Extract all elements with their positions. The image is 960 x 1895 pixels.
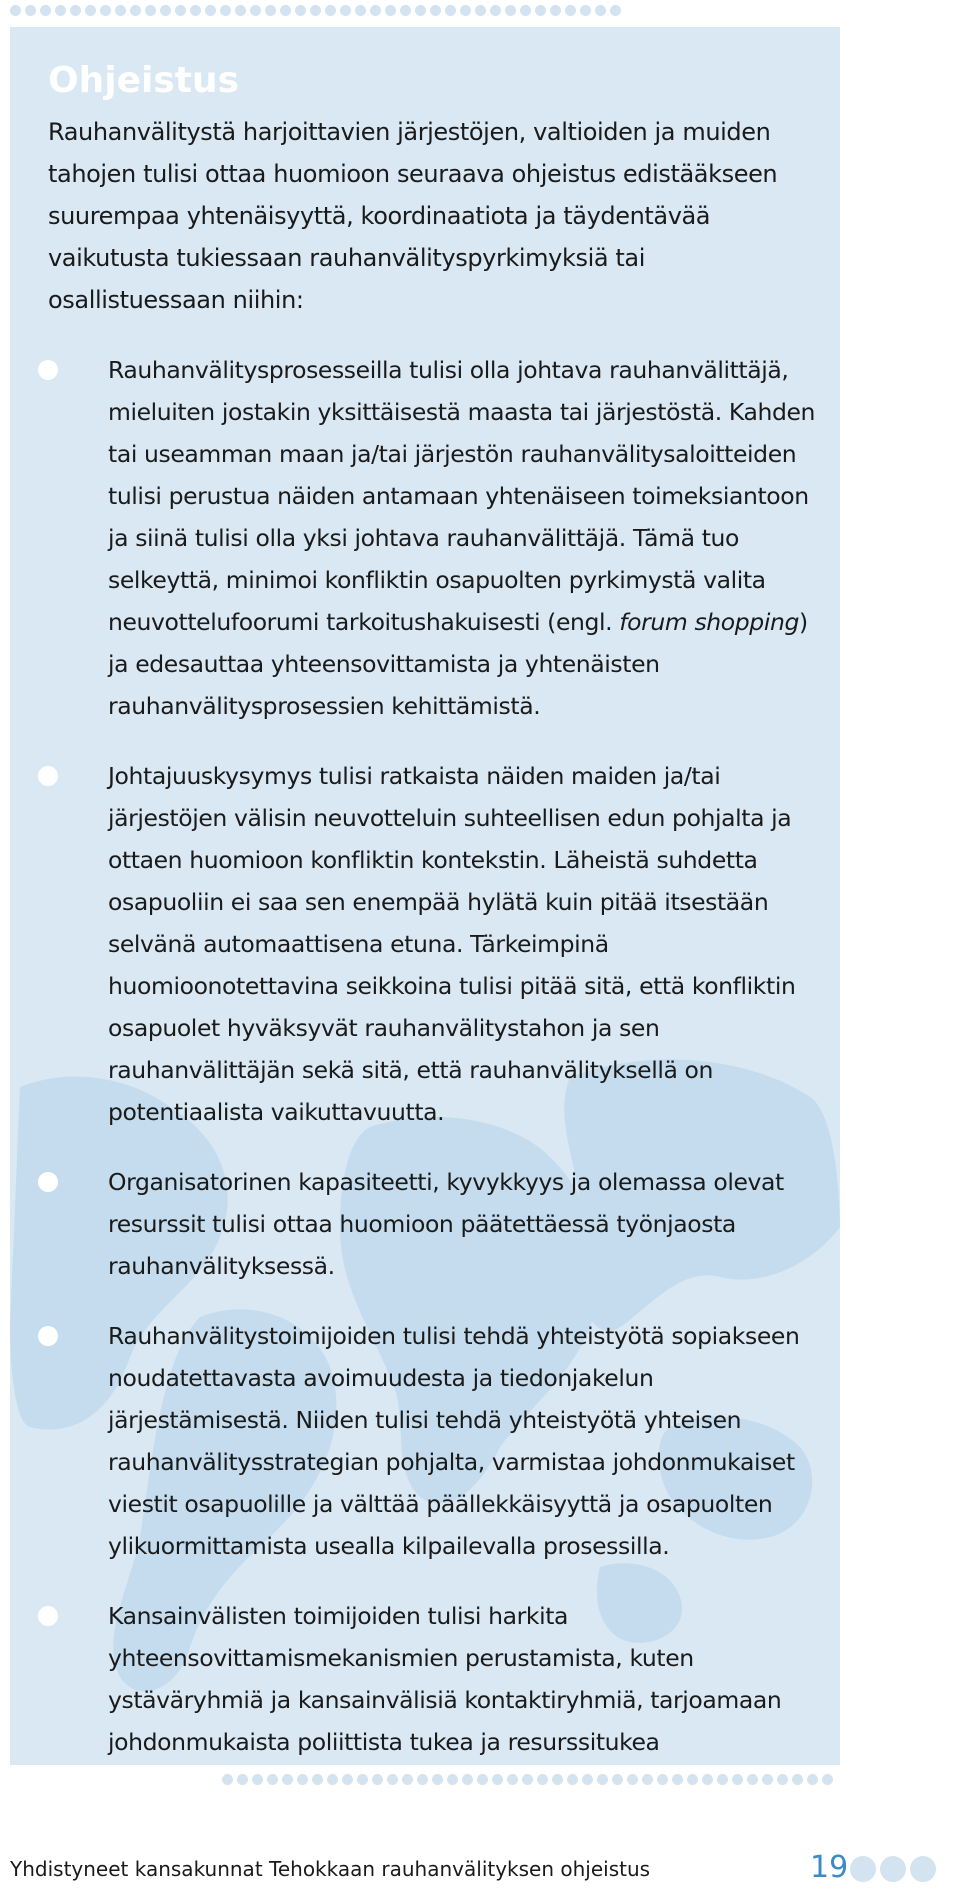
decorative-dot-icon [507, 1774, 518, 1785]
decorative-dot-icon [747, 1774, 758, 1785]
decorative-dot-icon [595, 5, 606, 16]
decorative-dot-icon [327, 1774, 338, 1785]
decorative-dot-icon [777, 1774, 788, 1785]
bullet-icon [38, 1606, 58, 1626]
decorative-dot-icon [85, 5, 96, 16]
decorative-dot-icon [552, 1774, 563, 1785]
list-item-text [108, 349, 828, 727]
decorative-dot-icon [642, 1774, 653, 1785]
decorative-dot-icon [282, 1774, 293, 1785]
decorative-dot-icon [235, 5, 246, 16]
list-item [38, 1315, 828, 1567]
decorative-dot-icon [372, 1774, 383, 1785]
decorative-dot-icon [687, 1774, 698, 1785]
decorative-dot-icon [297, 1774, 308, 1785]
footer-document-title: Yhdistyneet kansakunnat Tehokkaan rauhanvälityksen ohjeistus [10, 1857, 651, 1881]
decorative-dot-icon [432, 1774, 443, 1785]
panel-content [38, 57, 828, 1765]
list-item-text: Organisatorinen kapasiteetti, kyvykkyys ja olemassa olevat resurssit tulisi ottaa huomioon päätettäessä työnjaosta rauhanvälityksessä. [108, 1168, 784, 1280]
bullet-icon [38, 766, 58, 786]
decorative-dot-icon [490, 5, 501, 16]
guideline-panel [10, 27, 840, 1765]
decorative-dot-icon [40, 5, 51, 16]
decorative-dot-icon [732, 1774, 743, 1785]
page-number: 19 [810, 1850, 849, 1885]
decorative-dot-icon [627, 1774, 638, 1785]
decorative-dot-icon [657, 1774, 668, 1785]
decorative-dot-icon [55, 5, 66, 16]
decorative-dot-icon [430, 5, 441, 16]
decorative-dot-icon [520, 5, 531, 16]
list-item [38, 1161, 828, 1287]
decorative-dot-icon [70, 5, 81, 16]
decorative-dot-icon [582, 1774, 593, 1785]
decorative-dot-icon [597, 1774, 608, 1785]
decorative-dot-icon [612, 1774, 623, 1785]
decorative-dot-icon [460, 5, 471, 16]
decorative-dot-icon [807, 1774, 818, 1785]
decorative-dot-icon [702, 1774, 713, 1785]
decorative-dot-icon [910, 1856, 936, 1882]
decorative-dot-icon [357, 1774, 368, 1785]
decorative-dot-icon [342, 1774, 353, 1785]
decorative-dot-icon [130, 5, 141, 16]
decorative-dot-icon [717, 1774, 728, 1785]
decorative-dot-icon [400, 5, 411, 16]
decorative-dot-icon [567, 1774, 578, 1785]
decorative-dot-icon [237, 1774, 248, 1785]
list-item-italic-term: forum shopping [619, 608, 799, 636]
decorative-dot-icon [537, 1774, 548, 1785]
footer-dots-decoration [850, 1856, 936, 1882]
decorative-dot-icon [340, 5, 351, 16]
list-item [38, 1595, 828, 1765]
bullet-icon [38, 360, 58, 380]
list-item-text: Kansainvälisten toimijoiden tulisi harkita yhteensovittamismekanismien perustamista, kuten ystäväryhmiä ja kansainvälisiä kontaktiryhmiä, tarjoamaan johdonmukaista poliittista tukea ja resurssitukea [108, 1602, 782, 1756]
decorative-dot-icon [115, 5, 126, 16]
decorative-dot-icon [222, 1774, 233, 1785]
decorative-dot-icon [145, 5, 156, 16]
list-item-text: Johtajuuskysymys tulisi ratkaista näiden maiden ja/tai järjestöjen välisin neuvotteluin suhteellisen edun pohjalta ja ottaen huomioon konfliktin kontekstin. Läheistä suhdetta osapuoliin ei saa sen enempää hylätä kuin pitää itsestään selvänä automaattisena etuna. Tärkeimpinä huomioonotettavina seikkoina tulisi pitää sitä, että konfliktin osapuolet hyväksyvät rauhanvälitystahon ja sen rauhanvälittäjän sekä sitä, että rauhanvälityksellä on potentiaalista vaikuttavuutta. [108, 762, 796, 1126]
bullet-icon [38, 1326, 58, 1346]
decorative-dot-icon [370, 5, 381, 16]
top-dot-border [10, 5, 621, 16]
decorative-dot-icon [475, 5, 486, 16]
decorative-dot-icon [250, 5, 261, 16]
guideline-list [38, 349, 828, 1765]
decorative-dot-icon [565, 5, 576, 16]
decorative-dot-icon [175, 5, 186, 16]
decorative-dot-icon [505, 5, 516, 16]
decorative-dot-icon [672, 1774, 683, 1785]
decorative-dot-icon [312, 1774, 323, 1785]
list-item-text-part: ) ja edesauttaa yhteensovittamista ja yhtenäisten rauhanvälitysprosessien kehittämistä. [108, 608, 808, 720]
list-item [38, 349, 828, 727]
decorative-dot-icon [310, 5, 321, 16]
section-title: Ohjeistus [48, 60, 240, 101]
decorative-dot-icon [522, 1774, 533, 1785]
decorative-dot-icon [610, 5, 621, 16]
decorative-dot-icon [417, 1774, 428, 1785]
decorative-dot-icon [387, 1774, 398, 1785]
decorative-dot-icon [265, 5, 276, 16]
decorative-dot-icon [385, 5, 396, 16]
intro-paragraph: Rauhanvälitystä harjoittavien järjestöjen, valtioiden ja muiden tahojen tulisi ottaa huomioon seuraava ohjeistus edistääkseen suurempaa yhtenäisyyttä, koordinaatiota ja täydentävää vaikutusta tukiessaan rauhanvälityspyrkimyksiä tai osallistuessaan niihin: [48, 118, 778, 314]
decorative-dot-icon [160, 5, 171, 16]
decorative-dot-icon [100, 5, 111, 16]
decorative-dot-icon [850, 1856, 876, 1882]
decorative-dot-icon [462, 1774, 473, 1785]
decorative-dot-icon [762, 1774, 773, 1785]
page-footer [10, 1850, 950, 1889]
decorative-dot-icon [252, 1774, 263, 1785]
list-item-text: Rauhanvälitystoimijoiden tulisi tehdä yhteistyötä sopiakseen noudatettavasta avoimuudesta ja tiedonjakelun järjestämisestä. Niiden tulisi tehdä yhteistyötä yhteisen rauhanvälitysstrategian pohjalta, varmistaa johdonmukaiset viestit osapuolille ja välttää päällekkäisyyttä ja osapuolten ylikuormittamista usealla kilpailevalla prosessilla. [108, 1322, 800, 1560]
decorative-dot-icon [267, 1774, 278, 1785]
decorative-dot-icon [445, 5, 456, 16]
decorative-dot-icon [205, 5, 216, 16]
list-item [38, 755, 828, 1133]
decorative-dot-icon [355, 5, 366, 16]
decorative-dot-icon [25, 5, 36, 16]
decorative-dot-icon [550, 5, 561, 16]
decorative-dot-icon [220, 5, 231, 16]
decorative-dot-icon [822, 1774, 833, 1785]
decorative-dot-icon [477, 1774, 488, 1785]
decorative-dot-icon [415, 5, 426, 16]
decorative-dot-icon [10, 5, 21, 16]
bottom-dot-border [222, 1774, 833, 1785]
decorative-dot-icon [880, 1856, 906, 1882]
list-item-text-part: Rauhanvälitysprosesseilla tulisi olla johtava rauhanvälittäjä, mieluiten jostakin yksittäisestä maasta tai järjestöstä. Kahden tai useamman maan ja/tai järjestön rauhanvälitysaloitteiden tulisi perustua näiden antamaan yhtenäiseen toimeksiantoon ja siinä tulisi olla yksi johtava rauhanvälittäjä. Tämä tuo selkeyttä, minimoi konfliktin osapuolten pyrkimystä valita neuvottelufoorumi tarkoitushakuisesti (engl. [108, 356, 816, 636]
decorative-dot-icon [402, 1774, 413, 1785]
bullet-icon [38, 1172, 58, 1192]
decorative-dot-icon [492, 1774, 503, 1785]
decorative-dot-icon [325, 5, 336, 16]
decorative-dot-icon [580, 5, 591, 16]
decorative-dot-icon [295, 5, 306, 16]
decorative-dot-icon [535, 5, 546, 16]
decorative-dot-icon [280, 5, 291, 16]
decorative-dot-icon [447, 1774, 458, 1785]
decorative-dot-icon [190, 5, 201, 16]
decorative-dot-icon [792, 1774, 803, 1785]
